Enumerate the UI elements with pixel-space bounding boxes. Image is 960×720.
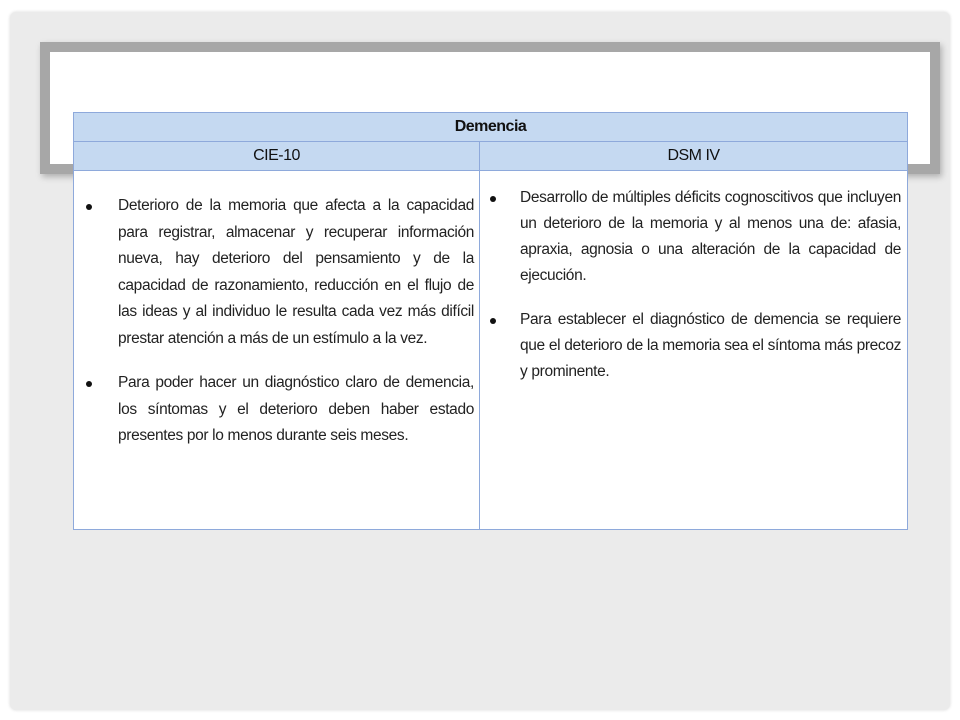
list-item-text: Desarrollo de múltiples déficits cognoscitivos que incluyen un deterioro de la memoria y al menos una de: afasia, apraxia, agnosia o una alteración de la capacidad de ejecución. bbox=[520, 189, 901, 284]
column-header-cie10: CIE-10 bbox=[74, 142, 480, 170]
list-item bbox=[118, 370, 474, 450]
list-item-text: Deterioro de la memoria que afecta a la capacidad para registrar, almacenar y recuperar información nueva, hay deterioro del pensamiento y de la capacidad de razonamiento, reducción en el flujo de las ideas y al individuo le resulta cada vez más difícil prestar atención a más de un estímulo a la vez. bbox=[118, 197, 474, 347]
bullet-icon bbox=[490, 318, 496, 324]
dementia-comparison-table bbox=[73, 112, 908, 530]
list-item bbox=[520, 307, 901, 385]
bullet-icon bbox=[86, 204, 92, 210]
column-header-dsm4: DSM IV bbox=[667, 147, 720, 164]
list-item bbox=[520, 185, 901, 289]
dsm4-cell bbox=[480, 171, 907, 529]
list-item-text: Para poder hacer un diagnóstico claro de demencia, los síntomas y el deterioro deben haber estado presentes por lo menos durante seis meses. bbox=[118, 374, 474, 444]
table-title: Demencia bbox=[74, 113, 907, 142]
bullet-icon bbox=[86, 381, 92, 387]
column-header-row bbox=[74, 142, 907, 171]
list-item-text: Para establecer el diagnóstico de demencia se requiere que el deterioro de la memoria sea el síntoma más precoz y prominente. bbox=[520, 311, 901, 380]
list-item bbox=[118, 193, 474, 352]
dsm4-bullet-list bbox=[480, 185, 907, 385]
cie10-bullet-list bbox=[74, 193, 479, 450]
cie10-cell bbox=[74, 171, 480, 529]
bullet-icon bbox=[490, 196, 496, 202]
